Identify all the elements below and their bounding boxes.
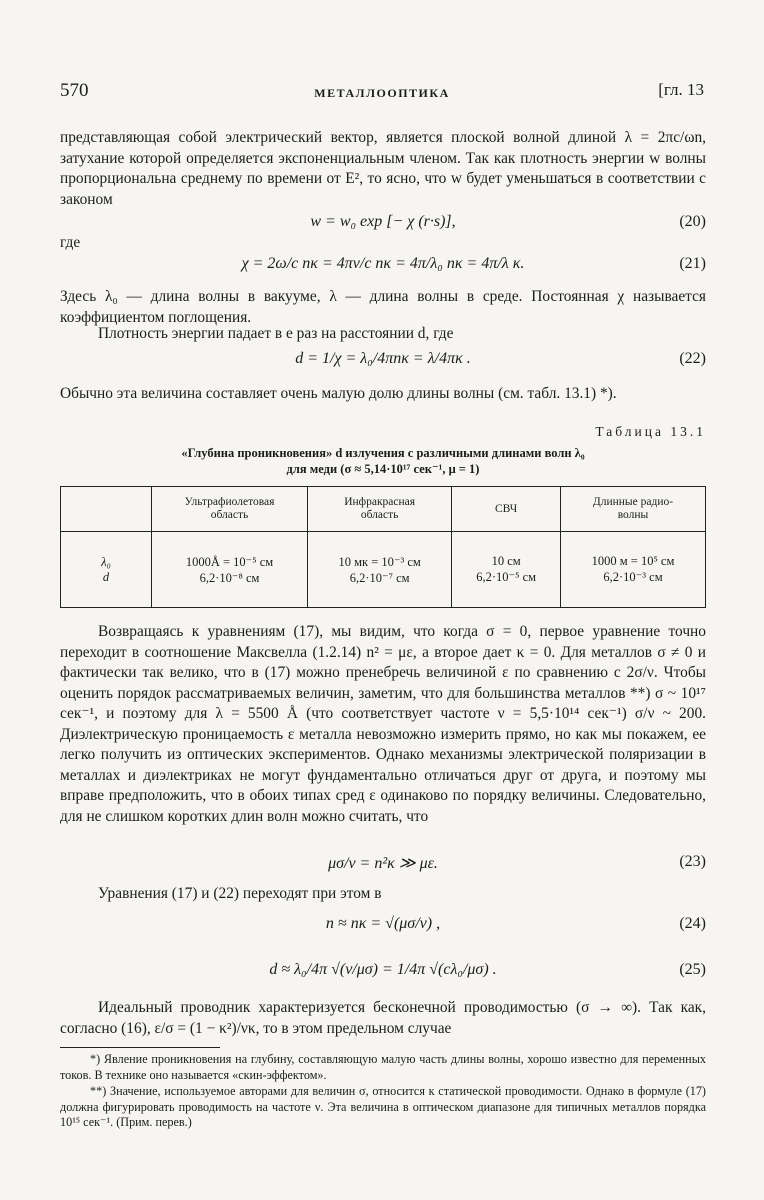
paragraph-1: представляющая собой электрический вектор, является плоской волной длиной λ = 2πc/ωn, затухание которой определяется экспоненциальным членом. Так как плотность энергии w волны пропорциональна среднему по времени от E², то ясно, что w будет уменьшаться в соответствии с законом	[60, 129, 706, 208]
equation-number: (20)	[679, 213, 706, 230]
equation-formula: μσ/ν = n²κ ≫ με.	[328, 855, 438, 872]
cell-microwave	[452, 532, 561, 608]
cell-value: 6,2·10⁻³ см	[603, 570, 663, 584]
chapter-label: [гл. 13	[658, 80, 704, 99]
equation-formula: d ≈ λ₀/4π √(ν/μσ) = 1/4π √(cλ₀/μσ) .	[269, 961, 497, 978]
cell-radio	[561, 532, 706, 608]
paragraph-5: Возвращаясь к уравнениям (17), мы видим, что когда σ = 0, первое уравнение точно переходит в соотношение Максвелла (1.2.14) n² = με, а второе дает κ = 0. Для металлов σ ≠ 0 и фактически так велико, что в (17) можно пренебречь величиной ε по сравнению с 2σ/ν. Чтобы оценить порядок рассматриваемых величин, заметим, что для большинства металлов **) σ ~ 10¹⁷ сек⁻¹, и поэтому для λ = 5500 Å (что соответствует частоте ν = 5,5·10¹⁴ сек⁻¹) σ/ν ~ 200. Диэлектрическую проницаемость ε металла невозможно измерить прямо, но как мы покажем, ее легко получить из оптических экспериментов. Однако механизмы электрической поляризации в металлах и диэлектриках не могут фундаментально отличаться друг от друга, и поэтому мы вправе предположить, что в обоих типах сред ε одинаково по порядку величины. Следовательно, для не слишком коротких длин волн можно считать, что	[60, 623, 706, 825]
equation-number: (24)	[679, 915, 706, 932]
page-header	[60, 80, 704, 104]
cell-value: 10 см	[491, 554, 521, 568]
equation-22	[60, 347, 706, 373]
table-header-row	[61, 487, 706, 532]
cell-value: 10 мк = 10⁻³ см	[338, 554, 421, 569]
cell-value: 1000 м = 10⁵ см	[591, 554, 675, 568]
page-number: 570	[60, 80, 89, 101]
equation-number: (22)	[679, 350, 706, 367]
cell-value: 6,2·10⁻⁵ см	[476, 570, 537, 584]
cell-value: 1000Å = 10⁻⁵ см	[185, 554, 274, 569]
cell-value: 6,2·10⁻⁷ см	[349, 570, 410, 585]
equation-number: (25)	[679, 961, 706, 978]
table-title-line-1: «Глубина проникновения» d излучения с различными длинами волн λ₀	[181, 446, 585, 460]
equation-formula: χ = 2ω/c nκ = 4πν/c nκ = 4π/λ₀ nκ = 4π/λ κ.	[241, 255, 525, 272]
footnote-divider	[60, 1047, 220, 1048]
header-empty	[61, 487, 152, 532]
cell-value: 6,2·10⁻⁸ см	[199, 570, 260, 585]
header-uv: Ультрафиолетовая область	[152, 487, 308, 532]
cell-uv	[152, 532, 308, 608]
depth-table	[60, 486, 706, 608]
header-microwave: СВЧ	[452, 487, 561, 532]
header-radio: Длинные радио- волны	[561, 487, 706, 532]
cell-ir	[308, 532, 452, 608]
equation-21	[60, 252, 706, 278]
equation-20	[60, 210, 706, 236]
paragraph-3: Плотность энергии падает в e раз на расстоянии d, где	[98, 325, 454, 342]
row-label-d: d	[102, 569, 110, 584]
row-labels-cell	[61, 532, 152, 608]
running-title: МЕТАЛЛООПТИКА	[314, 86, 450, 100]
table-title-line-2: для меди (σ ≈ 5,14·10¹⁷ сек⁻¹, μ = 1)	[286, 462, 480, 476]
paragraph-2: Здесь λ₀ — длина волны в вакууме, λ — длина волны в среде. Постоянная χ называется коэффициентом поглощения.	[60, 288, 706, 326]
footnote-1: *) Явление проникновения на глубину, составляющую малую часть длины волны, хорошо известно для переменных токов. В технике оно называется «скин-эффектом».	[60, 1052, 706, 1082]
where-label: где	[60, 234, 81, 251]
paragraph-7: Идеальный проводник характеризуется бесконечной проводимостью (σ → ∞). Так как, согласно (16), ε/σ = (1 − κ²)/νκ, то в этом предельном случае	[60, 999, 706, 1037]
equation-formula: n ≈ nκ = √(μσ/ν) ,	[325, 915, 441, 932]
paragraph-6: Уравнения (17) и (22) переходят при этом в	[98, 885, 382, 902]
table-row	[61, 532, 706, 608]
equation-25	[60, 958, 706, 984]
header-ir: Инфракрасная область	[308, 487, 452, 532]
row-label-lambda: λ₀	[101, 554, 111, 569]
equation-number: (21)	[679, 255, 706, 272]
equation-24	[60, 912, 706, 938]
table-caption: Таблица 13.1	[595, 424, 706, 439]
equation-23	[60, 850, 706, 876]
equation-number: (23)	[679, 853, 706, 870]
equation-formula: d = 1/χ = λ₀/4πnκ = λ/4πκ .	[295, 350, 471, 367]
footnote-2: **) Значение, используемое авторами для величин σ, относится к статической проводимости. Однако в формуле (17) должна фигурировать проводимость на частоте ν. Эта величина в оптическом диапазоне для типичных металлов порядка 10¹⁵ сек⁻¹. (Прим. перев.)	[60, 1084, 706, 1129]
paragraph-4: Обычно эта величина составляет очень малую долю длины волны (см. табл. 13.1) *).	[60, 385, 617, 402]
equation-formula: w = w₀ exp [− χ (r·s)],	[310, 213, 456, 230]
